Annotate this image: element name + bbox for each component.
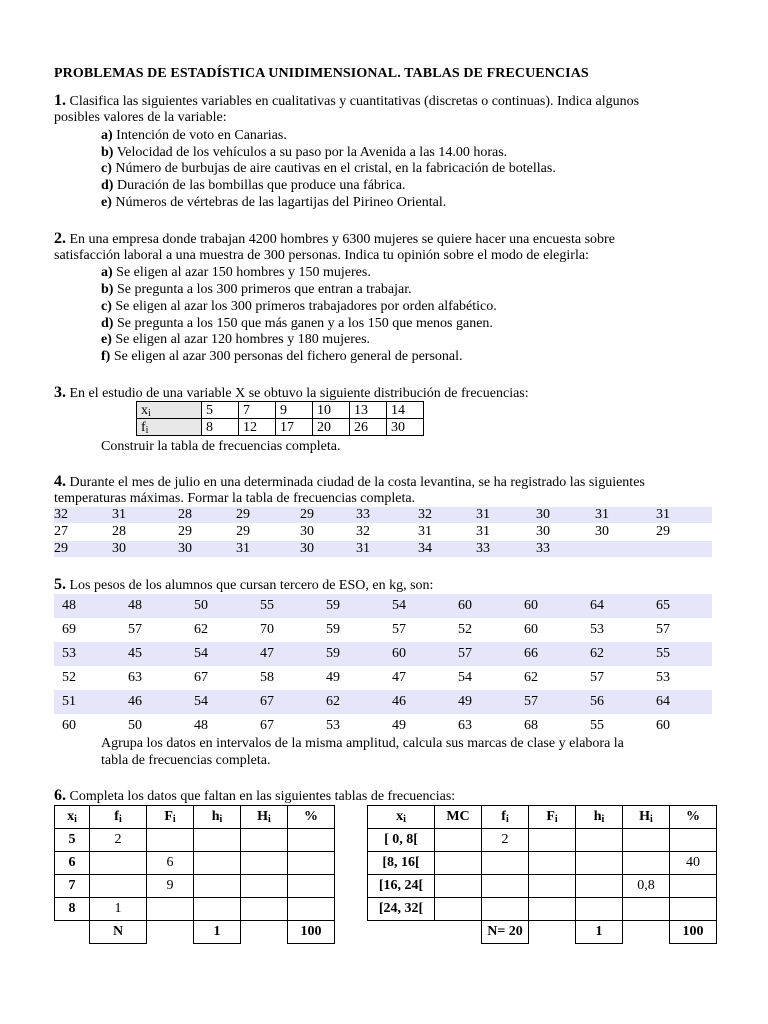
data-cell: 62 [326,694,340,709]
table-cell: 5 [202,402,239,419]
problem-3-line-1: 3. En el estudio de una variable X se obtuvo la siguiente distribución de frecuencias: [54,384,529,401]
data-row [54,541,712,557]
table-cell [147,898,194,921]
footer-cell: 1 [576,921,623,944]
data-cell: 60 [458,598,472,613]
data-cell: 49 [326,670,340,685]
data-cell: 33 [356,507,370,522]
problem-6-right-table [367,805,717,944]
table-cell [288,852,335,875]
table-cell: 8 [202,419,239,436]
table-cell [435,898,482,921]
table-cell [147,829,194,852]
data-cell: 27 [54,524,68,539]
table-cell [529,852,576,875]
table-cell [288,875,335,898]
column-header: $h_i$ [194,806,241,829]
table-cell [90,852,147,875]
data-cell: 59 [326,622,340,637]
table-cell [623,852,670,875]
table-cell [670,829,717,852]
data-cell: 57 [128,622,142,637]
data-cell: 55 [656,646,670,661]
fi-header: $f_i$ [137,419,202,436]
table-cell: [ 0, 8[ [368,829,435,852]
problem-5-line-1: 5. Los pesos de los alumnos que cursan tercero de ESO, en kg, son: [54,576,434,593]
problem-1-item-e: e) Números de vértebras de las lagartijas del Pirineo Oriental. [101,195,447,210]
data-row [54,642,712,666]
data-cell: 47 [392,670,406,685]
table-cell [288,898,335,921]
table-cell: 14 [387,402,424,419]
data-cell: 53 [326,718,340,733]
data-cell: 57 [458,646,472,661]
table-cell [623,898,670,921]
problem-5-instruction-1: Agrupa los datos en intervalos de la misma amplitud, calcula sus marcas de clase y elabora la [101,736,624,751]
data-cell: 45 [128,646,142,661]
problem-2-item-b: b) Se pregunta a los 300 primeros que entran a trabajar. [101,282,412,297]
table-cell: 6 [147,852,194,875]
table-cell [529,875,576,898]
problem-6-left-table [54,805,335,944]
table-cell: 1 [90,898,147,921]
problem-2-item-e: e) Se eligen al azar 120 hombres y 180 mujeres. [101,332,371,347]
table-cell: 2 [90,829,147,852]
data-cell: 60 [62,718,76,733]
data-cell: 54 [392,598,406,613]
problem-3-instruction: Construir la tabla de frecuencias completa. [101,439,341,454]
data-cell: 47 [260,646,274,661]
data-row [54,618,712,642]
footer-cell: 100 [288,921,335,944]
data-row [54,690,712,714]
data-cell: 31 [112,507,126,522]
table-row [137,402,424,419]
column-header: $F_i$ [529,806,576,829]
table-cell: 13 [350,402,387,419]
table-row [368,898,717,921]
table-cell [482,875,529,898]
table-cell [194,852,241,875]
table-cell [241,875,288,898]
data-cell: 30 [300,541,314,556]
data-cell: 57 [524,694,538,709]
data-cell: 50 [194,598,208,613]
table-row [55,829,335,852]
table-cell [435,829,482,852]
data-cell: 57 [656,622,670,637]
data-cell: 59 [326,646,340,661]
table-cell: 26 [350,419,387,436]
data-cell: 54 [194,694,208,709]
data-cell: 56 [590,694,604,709]
column-header: % [670,806,717,829]
problem-1-item-a: a) Intención de voto en Canarias. [101,128,287,143]
table-cell: 0,8 [623,875,670,898]
problem-1-number: 1. [54,92,66,109]
table-cell: 9 [276,402,313,419]
problem-1-item-c: c) Número de burbujas de aire cautivas en el cristal, en la fabricación de botellas. [101,161,556,176]
table-row [368,875,717,898]
data-cell: 53 [656,670,670,685]
problem-2-item-c: c) Se eligen al azar los 300 primeros trabajadores por orden alfabético. [101,299,497,314]
data-cell: 32 [54,507,68,522]
table-cell [194,898,241,921]
table-row [55,875,335,898]
problem-4-line-2: temperaturas máximas. Formar la tabla de frecuencias completa. [54,491,416,506]
table-cell: 12 [239,419,276,436]
data-cell: 29 [300,507,314,522]
data-cell: 50 [128,718,142,733]
data-cell: 62 [194,622,208,637]
table-cell [670,898,717,921]
data-cell: 62 [590,646,604,661]
table-cell [435,852,482,875]
data-cell: 30 [300,524,314,539]
data-cell: 67 [260,718,274,733]
table-header-row [368,806,717,829]
table-cell [241,898,288,921]
data-cell: 52 [62,670,76,685]
data-cell: 59 [326,598,340,613]
data-cell: 32 [356,524,370,539]
table-cell [241,852,288,875]
data-cell: 48 [194,718,208,733]
table-cell: 30 [387,419,424,436]
column-header: $H_i$ [623,806,670,829]
problem-2-line-1: 2. En una empresa donde trabajan 4200 hombres y 6300 mujeres se quiere hacer una encuesta sobre [54,230,615,247]
table-row [55,898,335,921]
data-cell: 52 [458,622,472,637]
data-cell: 30 [536,524,550,539]
data-cell: 54 [458,670,472,685]
data-cell: 30 [178,541,192,556]
data-cell: 29 [656,524,670,539]
table-header-row [55,806,335,829]
table-cell [241,829,288,852]
footer-cell [241,921,288,944]
data-cell: 64 [656,694,670,709]
data-cell: 32 [418,507,432,522]
table-cell [482,898,529,921]
problem-4-line-1: 4. Durante el mes de julio en una determinada ciudad de la costa levantina, se ha registrado las siguientes [54,473,645,490]
column-header: $H_i$ [241,806,288,829]
table-cell [288,829,335,852]
table-cell: 7 [55,875,90,898]
table-cell [482,852,529,875]
column-header: $f_i$ [90,806,147,829]
footer-cell [435,921,482,944]
data-cell: 31 [656,507,670,522]
table-cell [90,875,147,898]
data-cell: 30 [112,541,126,556]
data-cell: 60 [524,598,538,613]
column-header: $x_i$ [368,806,435,829]
table-cell [576,829,623,852]
data-cell: 70 [260,622,274,637]
table-cell: 8 [55,898,90,921]
table-cell: 5 [55,829,90,852]
table-cell: 6 [55,852,90,875]
data-cell: 55 [260,598,274,613]
table-cell [623,829,670,852]
problem-2-item-f: f) Se eligen al azar 300 personas del fichero general de personal. [101,349,463,364]
data-row [54,524,712,540]
column-header: $h_i$ [576,806,623,829]
data-cell: 60 [656,718,670,733]
table-row [368,829,717,852]
problem-4-number: 4. [54,473,66,490]
data-cell: 28 [112,524,126,539]
footer-cell [529,921,576,944]
table-cell: [16, 24[ [368,875,435,898]
data-cell: 48 [62,598,76,613]
data-cell: 28 [178,507,192,522]
table-cell: 9 [147,875,194,898]
table-row [137,419,424,436]
data-cell: 31 [476,524,490,539]
table-row [55,852,335,875]
data-cell: 68 [524,718,538,733]
problem-5-instruction-2: tabla de frecuencias completa. [101,753,271,768]
data-cell: 69 [62,622,76,637]
problem-1-item-b: b) Velocidad de los vehículos a su paso por la Avenida a las 14.00 horas. [101,145,508,160]
problem-6-line-1: 6. Completa los datos que faltan en las siguientes tablas de frecuencias: [54,787,456,804]
table-row [368,852,717,875]
data-cell: 60 [524,622,538,637]
data-cell: 66 [524,646,538,661]
table-cell: 40 [670,852,717,875]
column-header: $f_i$ [482,806,529,829]
footer-cell [368,921,435,944]
footer-cell [147,921,194,944]
data-cell: 51 [62,694,76,709]
table-cell [576,875,623,898]
data-cell: 30 [595,524,609,539]
data-cell: 31 [418,524,432,539]
data-cell: 64 [590,598,604,613]
problem-2-number: 2. [54,230,66,247]
table-footer-row [55,921,335,944]
problem-1-line-2: posibles valores de la variable: [54,110,227,125]
xi-header: $x_i$ [137,402,202,419]
data-cell: 57 [392,622,406,637]
footer-cell: N [90,921,147,944]
data-cell: 53 [590,622,604,637]
data-cell: 65 [656,598,670,613]
data-cell: 30 [536,507,550,522]
data-cell: 46 [128,694,142,709]
table-cell [670,875,717,898]
table-cell [194,829,241,852]
data-cell: 31 [476,507,490,522]
data-cell: 46 [392,694,406,709]
footer-cell [623,921,670,944]
footer-cell: 100 [670,921,717,944]
data-cell: 67 [260,694,274,709]
data-cell: 48 [128,598,142,613]
data-cell: 31 [356,541,370,556]
data-cell: 33 [536,541,550,556]
data-cell: 57 [590,670,604,685]
table-cell [194,875,241,898]
table-cell [576,852,623,875]
data-row [54,594,712,618]
table-cell: 20 [313,419,350,436]
data-row [54,507,712,523]
problem-1-item-d: d) Duración de las bombillas que produce una fábrica. [101,178,406,193]
data-cell: 62 [524,670,538,685]
table-cell [529,898,576,921]
data-cell: 49 [392,718,406,733]
column-header: $x_i$ [55,806,90,829]
column-header: % [288,806,335,829]
table-cell [529,829,576,852]
data-cell: 33 [476,541,490,556]
problem-3-number: 3. [54,384,66,401]
table-cell: 7 [239,402,276,419]
table-cell: [8, 16[ [368,852,435,875]
column-header: MC [435,806,482,829]
data-cell: 31 [595,507,609,522]
data-cell: 29 [236,524,250,539]
table-footer-row [368,921,717,944]
data-cell: 34 [418,541,432,556]
data-cell: 55 [590,718,604,733]
footer-cell: N= 20 [482,921,529,944]
data-cell: 63 [458,718,472,733]
table-cell: 10 [313,402,350,419]
problem-2-item-a: a) Se eligen al azar 150 hombres y 150 mujeres. [101,265,371,280]
data-cell: 29 [54,541,68,556]
data-cell: 58 [260,670,274,685]
data-row [54,666,712,690]
footer-cell [55,921,90,944]
table-cell: 2 [482,829,529,852]
problem-2-item-d: d) Se pregunta a los 150 que más ganen y a los 150 que menos ganen. [101,316,493,331]
data-cell: 53 [62,646,76,661]
column-header: $F_i$ [147,806,194,829]
data-cell: 49 [458,694,472,709]
problem-5-number: 5. [54,576,66,593]
data-cell: 63 [128,670,142,685]
table-cell [576,898,623,921]
problem-6-number: 6. [54,787,66,804]
data-cell: 29 [236,507,250,522]
data-cell: 31 [236,541,250,556]
data-cell: 54 [194,646,208,661]
table-cell: 17 [276,419,313,436]
page-title: PROBLEMAS DE ESTADÍSTICA UNIDIMENSIONAL. TABLAS DE FRECUENCIAS [54,66,589,81]
data-cell: 67 [194,670,208,685]
table-cell [435,875,482,898]
table-cell: [24, 32[ [368,898,435,921]
problem-3-table [136,401,424,436]
problem-1-line-1: 1. Clasifica las siguientes variables en cualitativas y cuantitativas (discretas o continuas). Indica algunos [54,92,640,109]
footer-cell: 1 [194,921,241,944]
data-cell: 29 [178,524,192,539]
problem-2-line-2: satisfacción laboral a una muestra de 300 personas. Indica tu opinión sobre el modo de elegirla: [54,248,589,263]
data-cell: 60 [392,646,406,661]
